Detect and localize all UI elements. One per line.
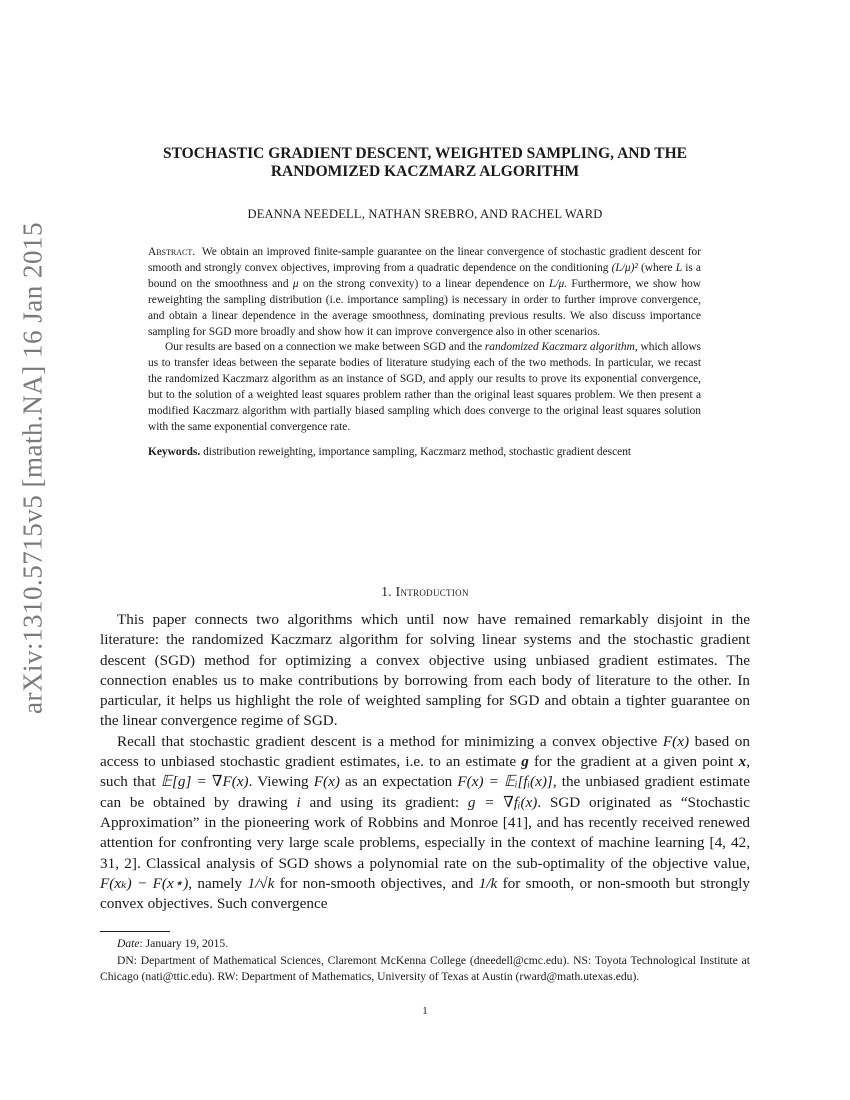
- math-ratio: L/μ: [549, 277, 565, 290]
- arxiv-identifier: [6, 222, 60, 714]
- arxiv-identifier-text: arXiv:1310.5715v5 [math.NA] 16 Jan 2015: [17, 222, 48, 714]
- author-list: DEANNA NEEDELL, NATHAN SREBRO, AND RACHEL WARD: [247, 207, 603, 221]
- keywords: [148, 445, 701, 461]
- abstract-label: Abstract.: [148, 246, 196, 258]
- math-rate-sqrt: 1/√k: [247, 874, 275, 892]
- math-gradient: g = ∇fᵢ(x): [467, 793, 538, 811]
- emphasis-randomized-kaczmarz: randomized Kaczmarz algorithm: [484, 341, 635, 354]
- paper-title: [100, 145, 750, 181]
- keywords-list: distribution reweighting, importance sampling, Kaczmarz method, stochastic gradient descent: [203, 445, 632, 458]
- math-expectation: F(x) = 𝔼ᵢ[fᵢ(x)]: [457, 773, 553, 791]
- footnote-date: Date: January 19, 2015.: [117, 937, 229, 950]
- date-label: Date: [117, 937, 140, 950]
- math-rate-linear: 1/k: [478, 874, 498, 892]
- title-line-2: RANDOMIZED KACZMARZ ALGORITHM: [270, 163, 580, 180]
- title-line-1: STOCHASTIC GRADIENT DESCENT, WEIGHTED SAMPLING, AND THE: [163, 145, 687, 162]
- math-objective-2: F(x): [313, 773, 340, 791]
- intro-paragraph-1: This paper connects two algorithms which until now have remained remarkably disjoint in the literature: the randomized Kaczmarz algorithm for solving linear systems and the stochastic gradient descent (SGD) method for optimizing a convex objective using unbiased gradient estimates. The connection enables us to make contributions by borrowing from each body of literature to the other. In particular, it helps us highlight the role of weighted sampling for SGD and obtain a tighter guarantee on the linear convergence regime of SGD.: [100, 611, 750, 730]
- abstract-paragraph-1: Abstract. We obtain an improved finite-sample guarantee on the linear convergence of stochastic gradient descent for smooth and strongly convex objectives, improving from a quadratic dependence on the conditioning (L/μ)² (where L is a bound on the smoothness and μ on the strong convexity) to a linear dependence on L/μ. Furthermore, we show how reweighting the sampling distribution (i.e. importance sampling) is necessary in order to further improve convergence, and obtain a linear dependence in the average smoothness, dominating previous results. We also discuss importance sampling for SGD more broadly and show how it can improve convergence also in other scenarios.: [148, 246, 701, 338]
- math-suboptimality: F(xₖ) − F(x⋆): [100, 874, 189, 892]
- abstract-paragraph-2: Our results are based on a connection we make between SGD and the randomized Kaczmarz algorithm, which allows us to transfer ideas between the separate bodies of literature studying each of the two methods. In particular, we recast the randomized Kaczmarz algorithm as an instance of SGD, and apply our results to prove its exponential convergence, but to the solution of a weighted least squares problem rather than the original least squares problem. We then present a modified Kaczmarz algorithm with partially biased sampling which does converge to the original least squares solution with the same exponential convergence rate.: [148, 341, 701, 433]
- math-x: x: [738, 753, 747, 771]
- footnote: [100, 936, 750, 986]
- abstract: [148, 245, 701, 461]
- math-unbiased: 𝔼[g] = ∇F(x): [160, 773, 249, 791]
- section-heading-introduction: 1. Introduction: [381, 584, 469, 599]
- math-conditioning: (L/μ)²: [611, 261, 638, 274]
- footnote-rule: [100, 931, 170, 932]
- math-L: L: [675, 261, 683, 274]
- footnote-affiliations: DN: Department of Mathematical Sciences, Claremont McKenna College (dneedell@cmc.edu). NS: Toyota Technological Institute at Chicago (nati@ttic.edu). RW: Department of Mathematics, University of Texas at Austin (rward@math.utexas.edu).: [100, 953, 750, 983]
- math-objective: F(x): [662, 732, 690, 750]
- intro-paragraph-2: Recall that stochastic gradient descent is a method for minimizing a convex objective F(x) based on access to unbiased stochastic gradient estimates, i.e. to an estimate g for the gradient at a given point x, such that 𝔼[g] = ∇F(x). Viewing F(x) as an expectation F(x) = 𝔼ᵢ[fᵢ(x)], the unbiased gradient estimate can be obtained by drawing i and using its gradient: g = ∇fᵢ(x). SGD originated as “Stochastic Approximation” in the pioneering work of Robbins and Monroe [41], and has recently received renewed attention for confronting very large scale problems, especially in the context of machine learning [4, 42, 31, 2]. Classical analysis of SGD shows a polynomial rate on the sub-optimality of the objective value, F(xₖ) − F(x⋆), namely 1/√k for non-smooth objectives, and 1/k for smooth, or non-smooth but strongly convex objectives. Such convergence: [100, 732, 751, 913]
- math-mu: μ: [292, 277, 299, 290]
- introduction-body: [100, 610, 750, 914]
- page-number: 1: [422, 1005, 428, 1017]
- math-i: i: [296, 793, 301, 811]
- math-g: g: [521, 753, 529, 771]
- keywords-label: Keywords.: [148, 445, 201, 458]
